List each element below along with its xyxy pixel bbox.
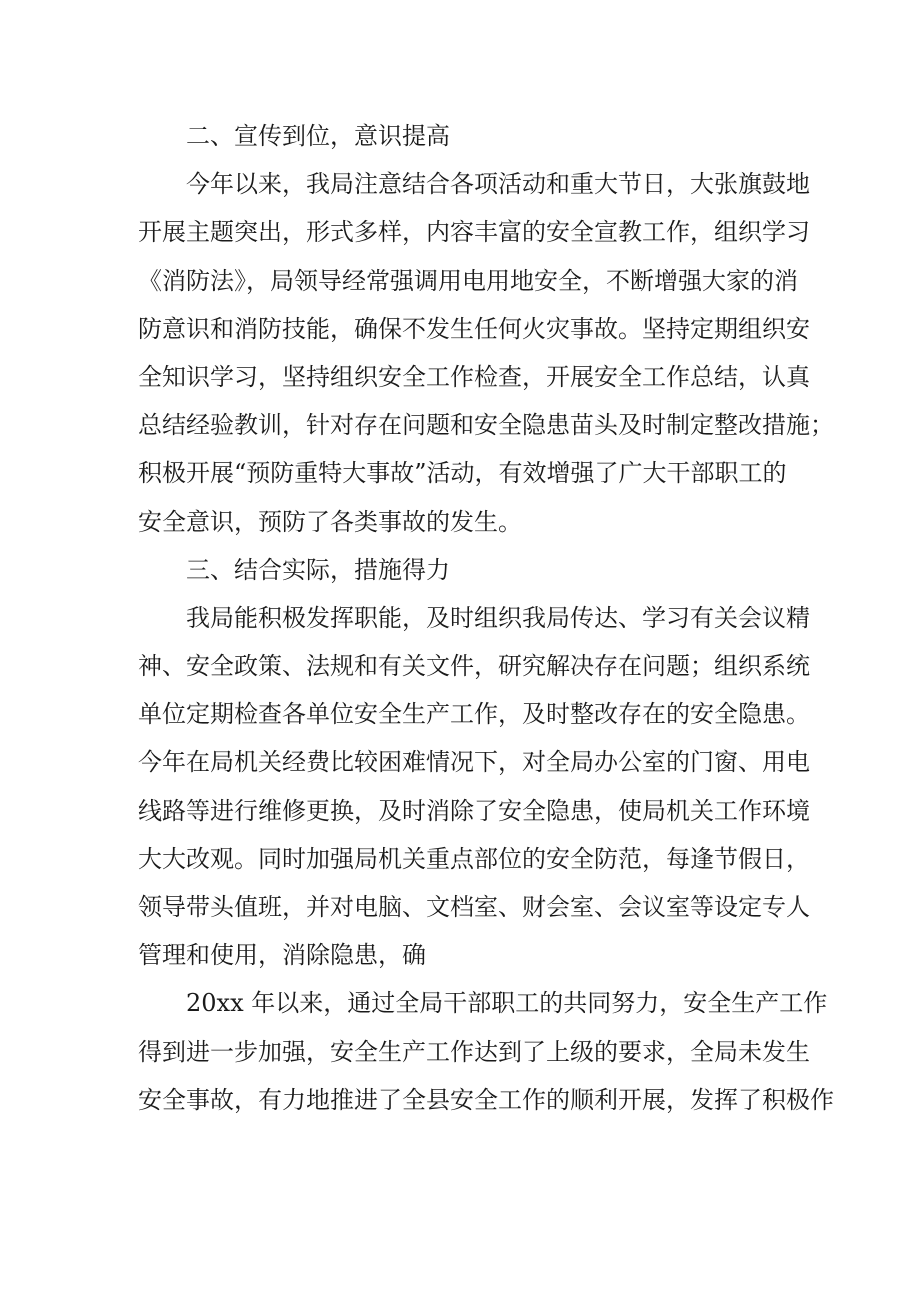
section-heading: 三、结合实际，措施得力 <box>186 555 450 584</box>
paragraph-line: 领导带头值班，并对电脑、文档室、财会室、会议室等设定专人 <box>138 893 810 921</box>
paragraph-line: 积极开展“预防重特大事故”活动，有效增强了广大干部职工的 <box>138 459 787 488</box>
document-body <box>138 112 834 1124</box>
paragraph-line: 今年在局机关经费比较困难情况下，对全局办公室的门窗、用电 <box>138 748 810 777</box>
paragraph-line: 全知识学习，坚持组织安全工作检查，开展安全工作总结，认真 <box>138 362 810 391</box>
paragraph-line: 《消防法》，局领导经常强调用电用地安全，不断增强大家的消 <box>138 266 798 295</box>
paragraph-line: 今年以来，我局注意结合各项活动和重大节日，大张旗鼓地 <box>186 170 810 199</box>
paragraph-line: 防意识和消防技能，确保不发生任何火灾事故。坚持定期组织安 <box>138 314 810 343</box>
paragraph-line: 大大改观。同时加强局机关重点部位的安全防范，每逢节假日， <box>138 844 810 873</box>
paragraph-line: 管理和使用，消除隐患，确 <box>138 941 426 970</box>
paragraph-line: 安全事故，有力地推进了全县安全工作的顺利开展，发挥了积极作 <box>138 1085 834 1114</box>
section-heading: 二、宣传到位，意识提高 <box>186 122 450 150</box>
paragraph-line: 安全意识，预防了各类事故的发生。 <box>138 507 522 536</box>
paragraph-line: 神、安全政策、法规和有关文件，研究解决存在问题；组织系统 <box>138 652 810 681</box>
paragraph-line: 总结经验教训，针对存在问题和安全隐患苗头及时制定整改措施； <box>138 411 834 440</box>
paragraph-line: 我局能积极发挥职能，及时组织我局传达、学习有关会议精 <box>186 603 810 632</box>
paragraph-line: 开展主题突出，形式多样，内容丰富的安全宣教工作，组织学习 <box>138 218 810 247</box>
paragraph-line: 单位定期检查各单位安全生产工作，及时整改存在的安全隐患。 <box>138 700 810 729</box>
paragraph-line: 20xx 年以来，通过全局干部职工的共同努力，安全生产工作 <box>186 989 828 1018</box>
paragraph-line: 得到进一步加强，安全生产工作达到了上级的要求，全局未发生 <box>138 1037 810 1066</box>
paragraph-line: 线路等进行维修更换，及时消除了安全隐患，使局机关工作环境 <box>138 796 810 825</box>
